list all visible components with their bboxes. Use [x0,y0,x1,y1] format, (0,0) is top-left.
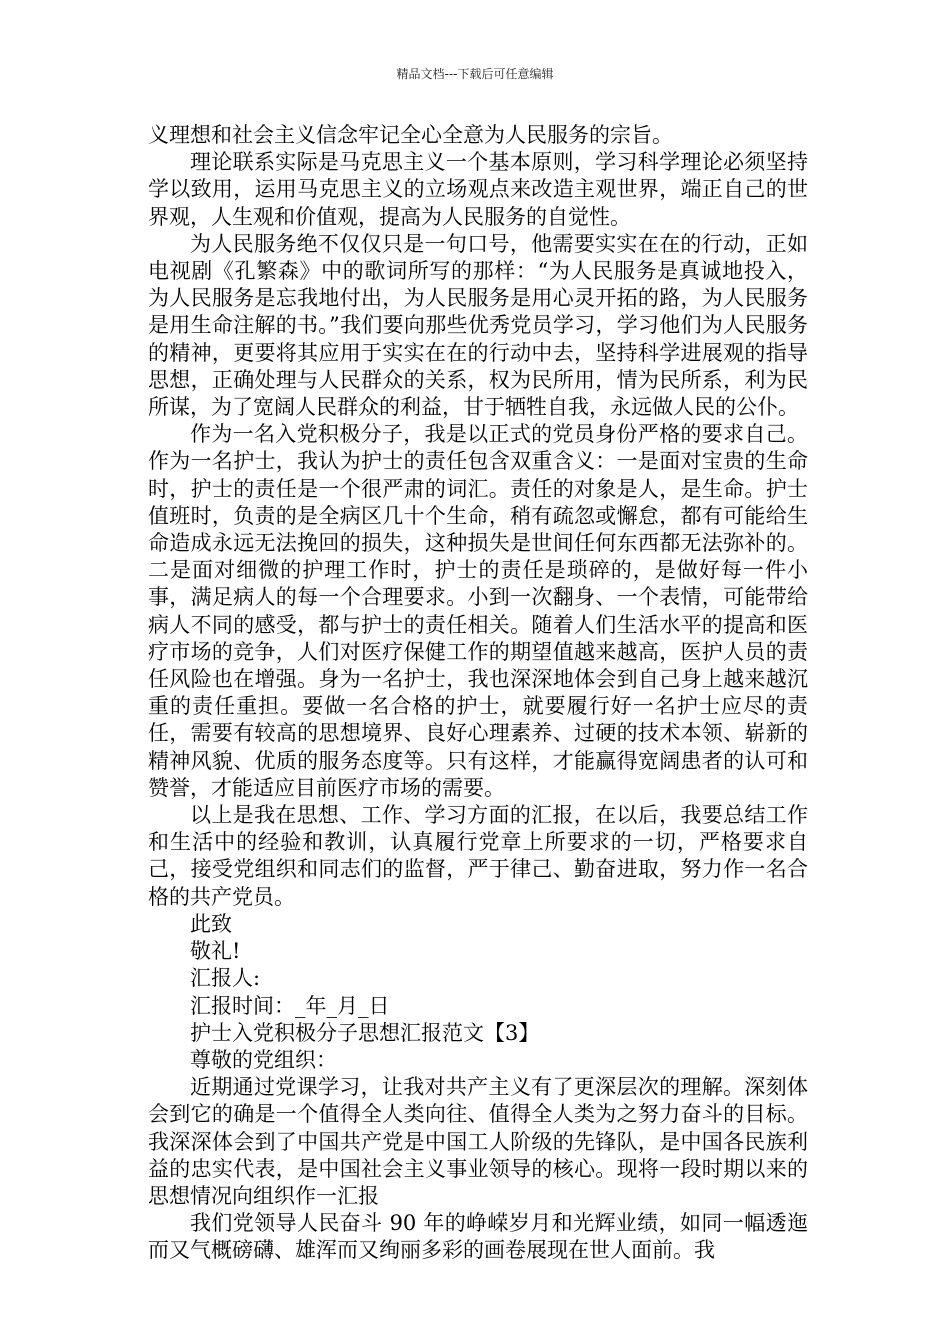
document-body [148,122,808,1265]
paragraph: 我们党领导人民奋斗 90 年的峥嵘岁月和光辉业绩，如同一幅透迤而又气概磅礴、雄浑而又绚丽多彩的画卷展现在世人面前。我 [148,1211,808,1263]
reporter-line: 汇报人: [190,966,261,991]
paragraph: 近期通过党课学习，让我对共产主义有了更深层次的理解。深刻体会到它的确是一个值得全人类向往、值得全人类为之努力奋斗的目标。我深深体会到了中国共产党是中国工人阶级的先锋队，是中国各民族利益的忠实代表，是中国社会主义事业领导的核心。现将一段时期以来的思想情况向组织作一汇报 [148,1075,808,1208]
closing-respect: 敬礼! [190,939,241,964]
paragraph: 作为一名入党积极分子，我是以正式的党员身份严格的要求自己。作为一名护士，我认为护士的责任包含双重含义：一是面对宝贵的生命时，护士的责任是一个很严肃的词汇。责任的对象是人，是生命。护士值班时，负责的是全病区几十个生命，稍有疏忽或懈怠，都有可能给生命造成永远无法挽回的损失，这种损失是世间任何东西都无法弥补的。二是面对细微的护理工作时，护士的责任是琐碎的，是做好每一件小事，满足病人的每一个合理要求。小到一次翻身、一个表情，可能带给病人不同的感受，都与护士的责任相关。随着人们生活水平的提高和医疗市场的竞争，人们对医疗保健工作的期望值越来越高，医护人员的责任风险也在增强。身为一名护士，我也深深地体会到自己身上越来越沉重的责任重担。要做一名合格的护士，就要履行好一名护士应尽的责任，需要有较高的思想境界、良好心理素养、过硬的技术本领、崭新的精神风貌、优质的服务态度等。只有这样，才能赢得宽阔患者的认可和赞誉，才能适应目前医疗市场的需要。 [148,422,808,800]
section-title: 护士入党积极分子思想汇报范文【3】 [190,1020,540,1045]
paragraph: 以上是我在思想、工作、学习方面的汇报，在以后，我要总结工作和生活中的经验和教训，认真履行党章上所要求的一切，严格要求自己，接受党组织和同志们的监督，严于律己、勤奋进取，努力作一名合格的共产党员。 [148,803,808,909]
paragraph: 理论联系实际是马克思主义一个基本原则，学习科学理论必须坚持学以致用，运用马克思主义的立场观点来改造主观世界，端正自己的世界观，人生观和价值观，提高为人民服务的自觉性。 [148,150,808,229]
closing-salutation: 此致 [190,911,232,936]
paragraph-continuation: 义理想和社会主义信念牢记全心全意为人民服务的宗旨。 [148,123,673,147]
paragraph: 为人民服务绝不仅仅只是一句口号，他需要实实在在的行动，正如电视剧《孔繁森》中的歌词所写的那样：“为人民服务是真诚地投入，为人民服务是忘我地付出，为人民服务是用心灵开拓的路，为人民服务是用生命注解的书。”我们要向那些优秀党员学习，学习他们为人民服务的精神，更要将其应用于实实在在的行动中去，坚持科学进展观的指导思想，正确处理与人民群众的关系，权为民所用，情为民所系，利为民所谋，为了宽阔人民群众的利益，甘于牺牲自我，永远做人民的公仆。 [148,231,808,420]
greeting: 尊敬的党组织： [190,1047,337,1072]
report-date-line: 汇报时间：_年_月_日 [190,993,390,1018]
header-note: 精品文档---下载后可任意编辑 [396,67,554,81]
